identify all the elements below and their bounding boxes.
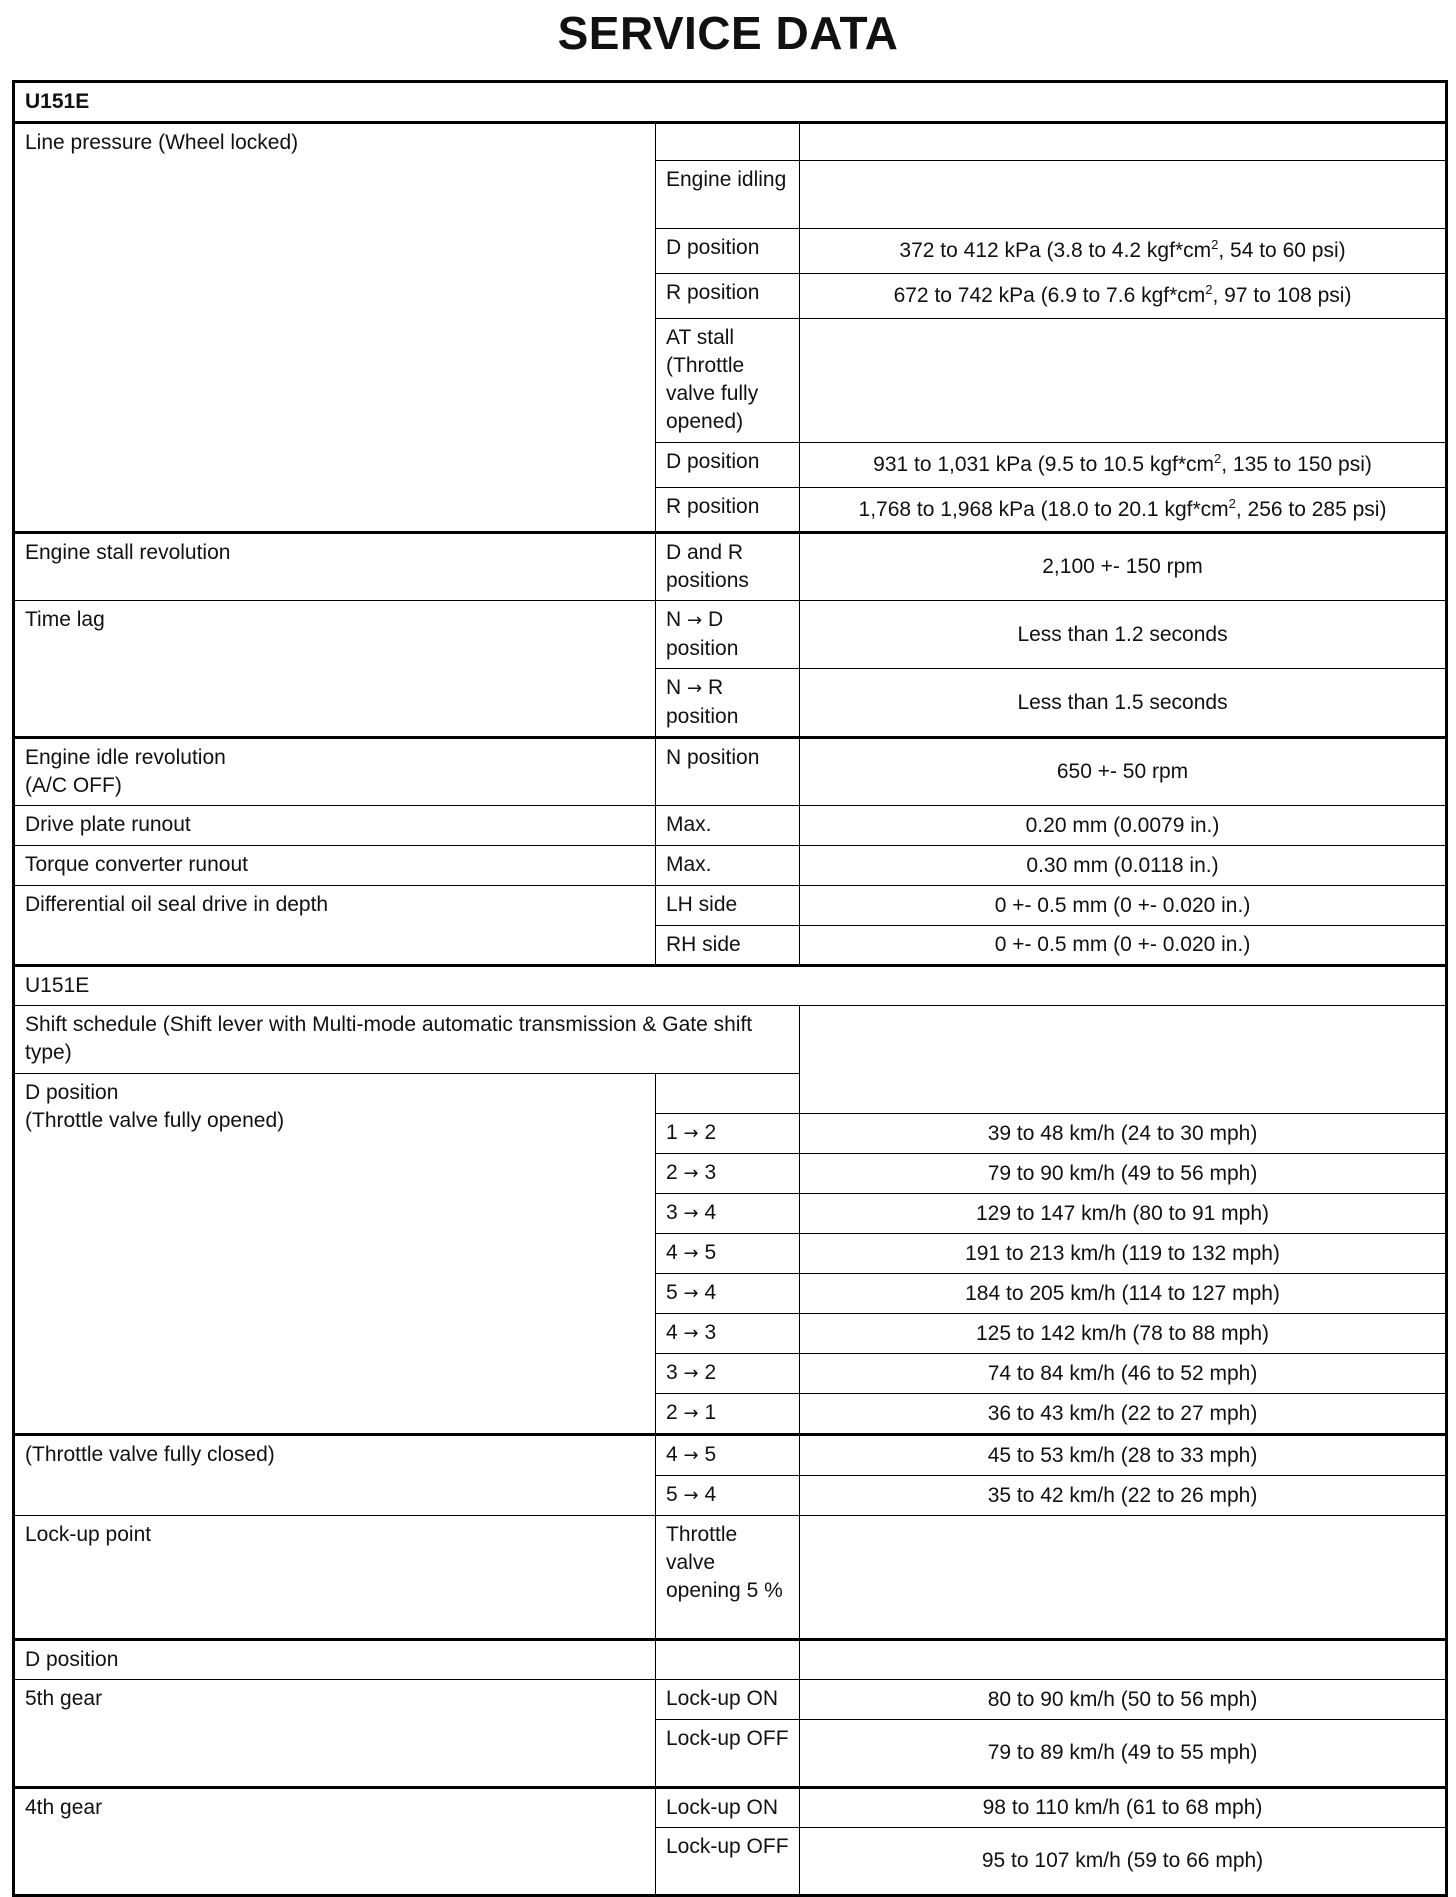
table-row (14, 1788, 1447, 1828)
spec-value: 191 to 213 km/h (119 to 132 mph) (800, 1234, 1447, 1274)
spec-value: 184 to 205 km/h (114 to 127 mph) (800, 1274, 1447, 1314)
table-row (14, 1006, 1447, 1074)
condition-label: D position (656, 229, 800, 274)
shift-label: 5 → 4 (656, 1476, 800, 1516)
spec-label: Torque converter runout (14, 846, 656, 886)
spec-value: 0 +- 0.5 mm (0 +- 0.020 in.) (800, 886, 1447, 926)
spec-label: Time lag (14, 601, 656, 738)
shift-label: 1 → 2 (656, 1114, 800, 1154)
spec-value: 36 to 43 km/h (22 to 27 mph) (800, 1394, 1447, 1435)
table-row (14, 886, 1447, 926)
spec-value: Less than 1.2 seconds (800, 601, 1447, 669)
condition-label: RH side (656, 926, 800, 966)
spec-label: Line pressure (Wheel locked) (14, 123, 656, 533)
table-row (14, 123, 1447, 161)
spec-value: 80 to 90 km/h (50 to 56 mph) (800, 1680, 1447, 1720)
condition-label: D and R positions (656, 533, 800, 601)
condition-label: Lock-up ON (656, 1788, 800, 1828)
table-row (14, 601, 1447, 669)
table-row (14, 806, 1447, 846)
section-header: U151E (14, 82, 1447, 123)
shift-label: 2 → 1 (656, 1394, 800, 1435)
condition-label: Lock-up ON (656, 1680, 800, 1720)
condition-label: D position (656, 443, 800, 488)
spec-value: 650 +- 50 rpm (800, 738, 1447, 806)
condition-label: Max. (656, 806, 800, 846)
spec-label: 4th gear (14, 1788, 656, 1896)
spec-value: 372 to 412 kPa (3.8 to 4.2 $kgf*cm^2$, 54 to 60 psi) (800, 229, 1447, 274)
spec-value: 95 to 107 km/h (59 to 66 mph) (800, 1828, 1447, 1896)
table-row (14, 846, 1447, 886)
table-row (14, 1435, 1447, 1476)
spec-label: Differential oil seal drive in depth (14, 886, 656, 966)
shift-label: 4 → 5 (656, 1435, 800, 1476)
spec-value: 125 to 142 km/h (78 to 88 mph) (800, 1314, 1447, 1354)
condition-label: R position (656, 488, 800, 533)
spec-value: 931 to 1,031 kPa (9.5 to 10.5 $kgf*cm^2$, 135 to 150 psi) (800, 443, 1447, 488)
shift-label: 2 → 3 (656, 1154, 800, 1194)
spec-label: 5th gear (14, 1680, 656, 1788)
service-data-table (12, 80, 1448, 1897)
spec-value: 2,100 +- 150 rpm (800, 533, 1447, 601)
spec-value: 79 to 90 km/h (49 to 56 mph) (800, 1154, 1447, 1194)
spec-value: 129 to 147 km/h (80 to 91 mph) (800, 1194, 1447, 1234)
spec-label: Shift schedule (Shift lever with Multi-mode automatic transmission & Gate shift type) (14, 1006, 800, 1074)
spec-value: 45 to 53 km/h (28 to 33 mph) (800, 1435, 1447, 1476)
table-row (14, 1640, 1447, 1680)
condition-label: N → D position (656, 601, 800, 669)
spec-value: 0.30 mm (0.0118 in.) (800, 846, 1447, 886)
page-title: SERVICE DATA (557, 7, 899, 59)
spec-value: 0.20 mm (0.0079 in.) (800, 806, 1447, 846)
condition-label: N position (656, 738, 800, 806)
spec-label: (Throttle valve fully closed) (14, 1435, 656, 1516)
condition-label: Max. (656, 846, 800, 886)
shift-label: 3 → 2 (656, 1354, 800, 1394)
shift-label: 4 → 3 (656, 1314, 800, 1354)
spec-value: 672 to 742 kPa (6.9 to 7.6 $kgf*cm^2$, 97 to 108 psi) (800, 274, 1447, 319)
spec-label: D position (14, 1640, 656, 1680)
table-row (14, 82, 1447, 123)
table-row (14, 1680, 1447, 1720)
spec-label: Engine idle revolution (A/C OFF) (14, 738, 656, 806)
condition-label: R position (656, 274, 800, 319)
table-row (14, 966, 1447, 1006)
spec-value: 1,768 to 1,968 kPa (18.0 to 20.1 $kgf*cm^2$, 256 to 285 psi) (800, 488, 1447, 533)
spec-value: 79 to 89 km/h (49 to 55 mph) (800, 1720, 1447, 1788)
spec-label: D position (Throttle valve fully opened) (14, 1074, 656, 1435)
spec-value: 35 to 42 km/h (22 to 26 mph) (800, 1476, 1447, 1516)
spec-label: Engine stall revolution (14, 533, 656, 601)
spec-value: 98 to 110 km/h (61 to 68 mph) (800, 1788, 1447, 1828)
shift-label: 4 → 5 (656, 1234, 800, 1274)
condition-label: AT stall (Throttle valve fully opened) (656, 319, 800, 443)
condition-label: Lock-up OFF (656, 1828, 800, 1896)
spec-label: Drive plate runout (14, 806, 656, 846)
condition-label: Lock-up OFF (656, 1720, 800, 1788)
spec-value: Less than 1.5 seconds (800, 669, 1447, 738)
spec-value: 74 to 84 km/h (46 to 52 mph) (800, 1354, 1447, 1394)
spec-label: Lock-up point (14, 1516, 656, 1640)
table-row (14, 738, 1447, 806)
spec-value: 39 to 48 km/h (24 to 30 mph) (800, 1114, 1447, 1154)
condition-label: N → R position (656, 669, 800, 738)
spec-value: 0 +- 0.5 mm (0 +- 0.020 in.) (800, 926, 1447, 966)
condition-label: Throttle valve opening 5 % (656, 1516, 800, 1640)
condition-label: Engine idling (656, 161, 800, 229)
section-header: U151E (14, 966, 1447, 1006)
shift-label: 3 → 4 (656, 1194, 800, 1234)
shift-label: 5 → 4 (656, 1274, 800, 1314)
table-row (14, 533, 1447, 601)
condition-label: LH side (656, 886, 800, 926)
table-row (14, 1516, 1447, 1640)
